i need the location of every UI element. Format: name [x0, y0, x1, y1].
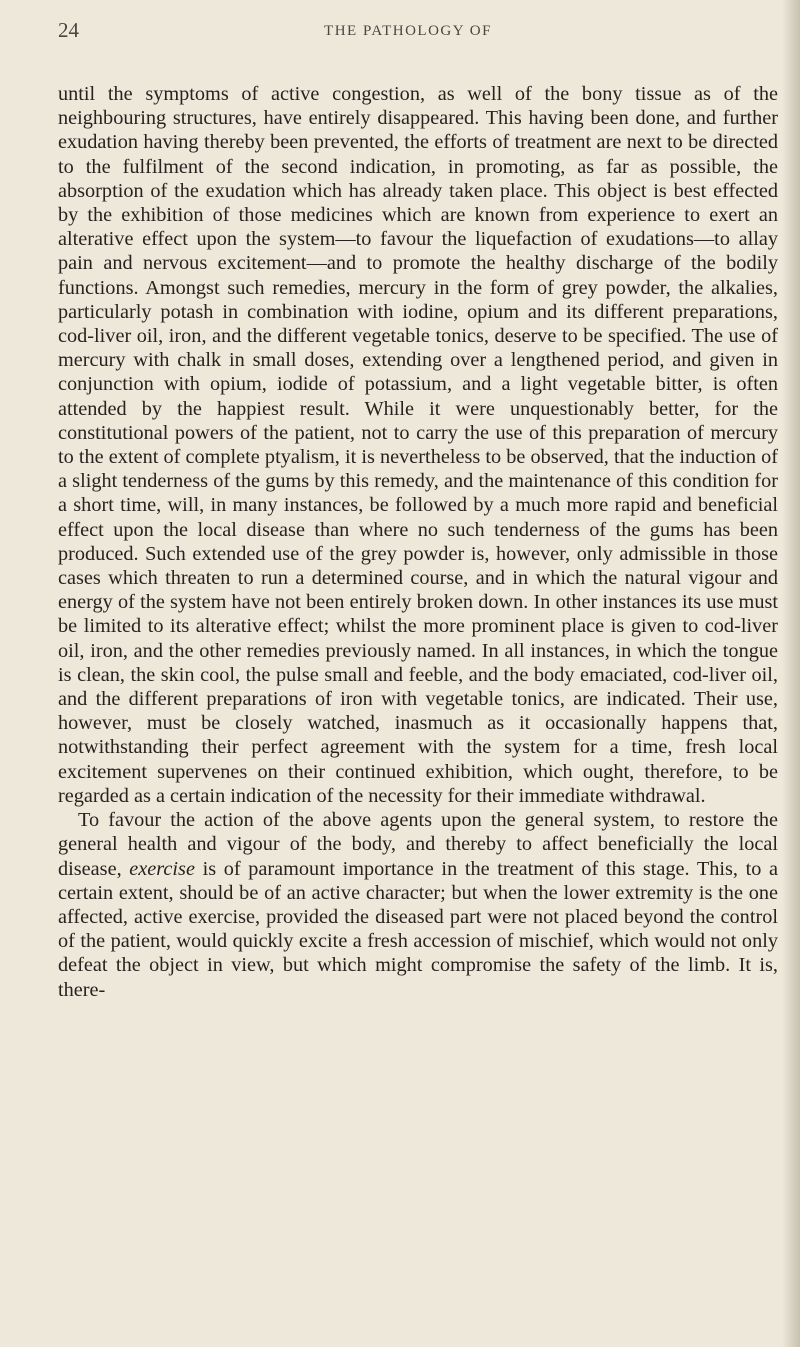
- page-number: 24: [58, 18, 79, 42]
- paragraph-2-emphasis: exercise: [129, 857, 195, 880]
- body-text: [58, 82, 778, 1002]
- paragraph-2-before: To favour the action of the above agents upon the general system, to restore the general health and vigour of the body, and thereby to affect beneficially the local disease,: [58, 809, 778, 880]
- paragraph-2: [58, 808, 778, 1002]
- page-header: [58, 16, 758, 46]
- paragraph-1: until the symptoms of active congestion, as well of the bony tissue as of the neighbouring structures, have entirely disappeared. This having been done, and further exudation having thereby been prevented, the efforts of treatment are next to be directed to the fulfilment of the second indication, in promoting, as far as possible, the absorption of the exudation which has already taken place. This object is best effected by the exhibition of those medicines which are known from experience to exert an alterative effect upon the system—to favour the liquefaction of exudations—to allay pain and nervous excitement—and to promote the healthy discharge of the bodily functions. Amongst such remedies, mercury in the form of grey powder, the alkalies, particularly potash in combination with iodine, opium and its different preparations, cod-liver oil, iron, and the different vegetable tonics, deserve to be specified. The use of mercury with chalk in small doses, extending over a lengthened period, and given in conjunction with opium, iodide of potassium, and a light vegetable bitter, is often attended by the happiest result. While it were unquestionably better, for the constitutional powers of the patient, not to carry the use of this preparation of mercury to the extent of complete ptyalism, it is nevertheless to be observed, that the induction of a slight tenderness of the gums by this remedy, and the maintenance of this condition for a short time, will, in many instances, be followed by a much more rapid and beneficial effect upon the local disease than where no such tenderness of the gums has been produced. Such extended use of the grey powder is, however, only admissible in those cases which threaten to run a determined course, and in which the natural vigour and energy of the system have not been entirely broken down. In other instances its use must be limited to its alterative effect; whilst the more prominent place is given to cod-liver oil, iron, and the other remedies previously named. In all instances, in which the tongue is clean, the skin cool, the pulse small and feeble, and the body emaciated, cod-liver oil, and the different preparations of iron with vegetable tonics, are indicated. Their use, however, must be closely watched, inasmuch as it occasionally happens that, notwithstanding their perfect agreement with the system for a time, fresh local excitement supervenes on their continued exhibition, which ought, therefore, to be regarded as a certain indication of the necessity for their immediate withdrawal.: [58, 83, 778, 807]
- running-head: THE PATHOLOGY OF: [324, 23, 492, 39]
- paragraph-2-after: is of paramount importance in the treatment of this stage. This, to a certain extent, should be of an active character; but when the lower extremity is the one affected, active exercise, provided the diseased part were not placed beyond the control of the patient, would quickly excite a fresh accession of mischief, which would not only defeat the object in view, but which might compromise the safety of the limb. It is, there-: [58, 857, 778, 1001]
- page-edge-shadow: [782, 0, 800, 1347]
